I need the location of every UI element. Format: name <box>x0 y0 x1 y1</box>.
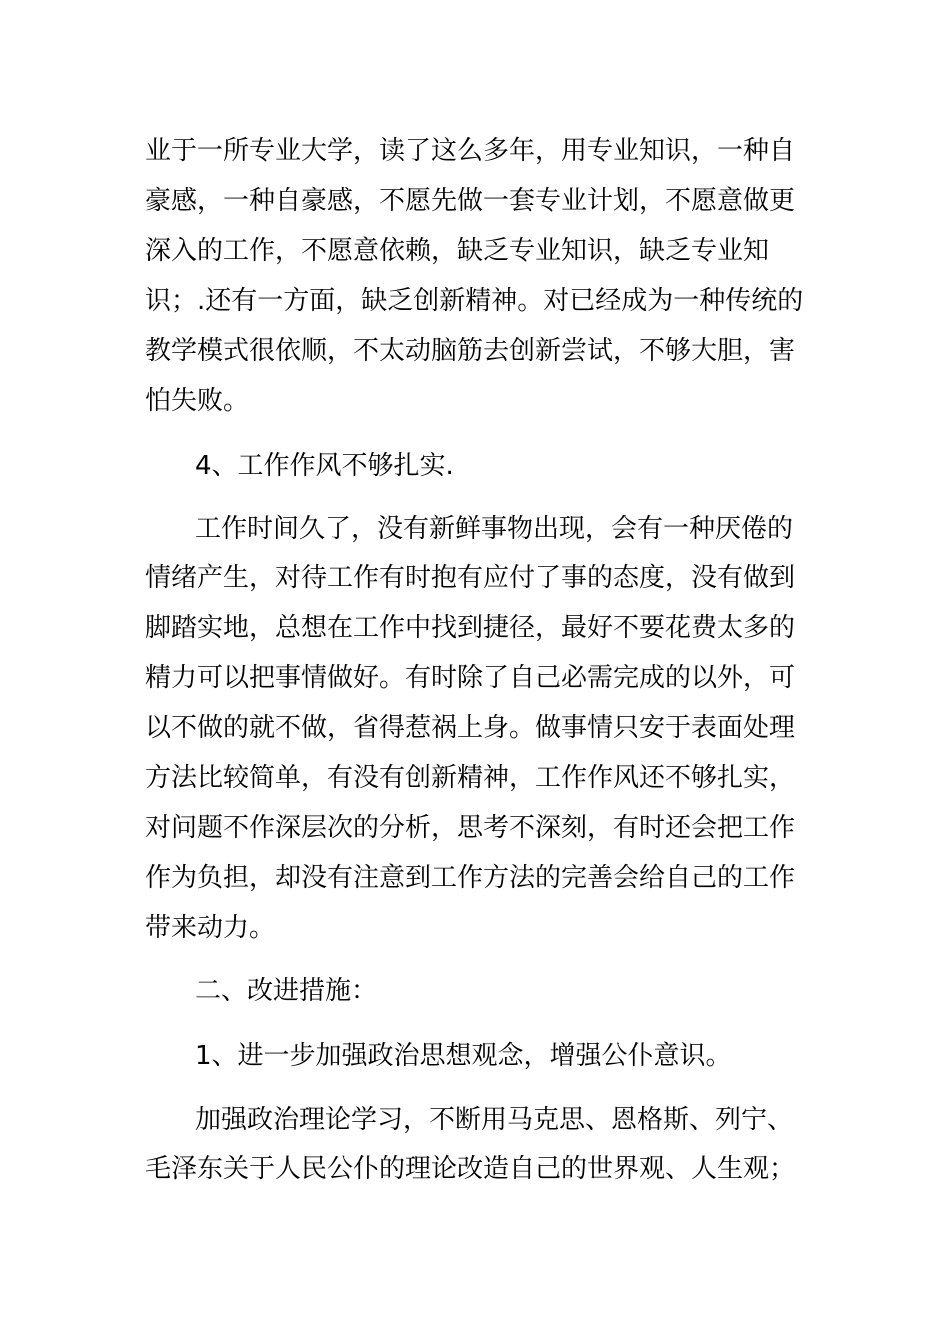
text-line: 作为负担，却没有注意到工作方法的完善会给自己的工作 <box>145 863 796 893</box>
section-heading: 二、改进措施： <box>195 976 378 1006</box>
text-line: 情绪产生，对待工作有时抱有应付了事的态度，没有做到 <box>145 563 796 593</box>
text-line: 以不做的就不做，省得惹祸上身。做事情只安于表面处理 <box>145 713 796 743</box>
text-line: 对问题不作深层次的分析，思考不深刻，有时还会把工作 <box>145 813 796 843</box>
text-line: 带来动力。 <box>145 913 276 943</box>
text-line: 业于一所专业大学，读了这么多年，用专业知识，一种自 <box>145 136 796 166</box>
text-line: 精力可以把事情做好。有时除了自己必需完成的以外，可 <box>145 663 796 693</box>
text-line: 识；.还有一方面，缺乏创新精神。对已经成为一种传统的 <box>145 286 804 316</box>
text-line: 加强政治理论学习，不断用马克思、恩格斯、列宁、 <box>195 1105 794 1135</box>
text-line: 豪感，一种自豪感，不愿先做一套专业计划，不愿意做更 <box>145 186 796 216</box>
text-line: 方法比较简单，有没有创新精神，工作作风还不够扎实， <box>145 763 796 793</box>
text-line: 毛泽东关于人民公仆的理论改造自己的世界观、人生观； <box>145 1154 796 1184</box>
text-line: 深入的工作，不愿意依赖，缺乏专业知识，缺乏专业知 <box>145 236 770 266</box>
text-line: 脚踏实地，总想在工作中找到捷径，最好不要花费太多的 <box>145 613 796 643</box>
text-line: 怕失败。 <box>145 386 250 416</box>
section-heading: 1、进一步加强政治思想观念，增强公仆意识。 <box>195 1041 732 1071</box>
text-line: 教学模式很依顺，不太动脑筋去创新尝试，不够大胆，害 <box>145 336 796 366</box>
text-line: 工作时间久了，没有新鲜事物出现，会有一种厌倦的 <box>195 514 794 544</box>
section-heading: 4、工作作风不够扎实. <box>195 451 454 481</box>
